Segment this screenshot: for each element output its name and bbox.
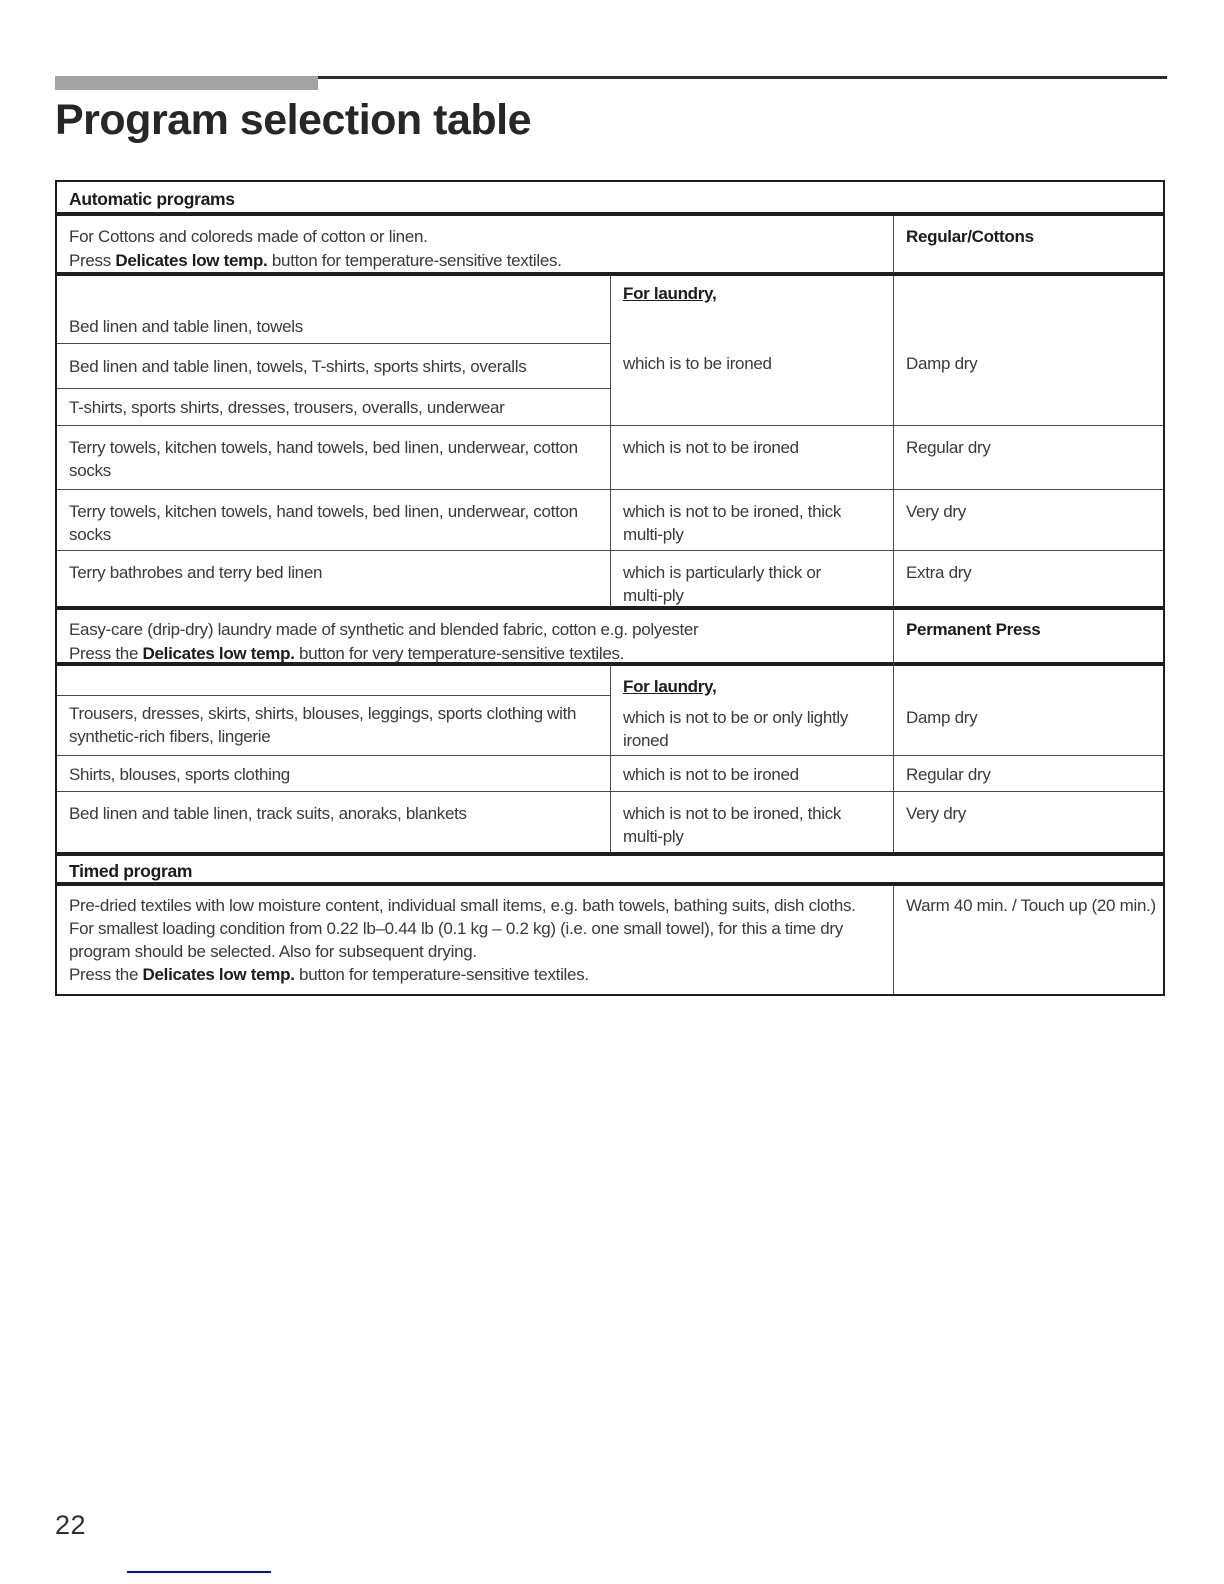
press-note-bold: Delicates low temp. — [115, 251, 268, 270]
press-note — [69, 642, 881, 666]
description-line: For Cottons and coloreds made of cotton or linen. — [69, 227, 428, 246]
condition-line: which is not to be ironed, thick — [623, 804, 842, 823]
description-line: program should be selected. Also for subsequent drying. — [69, 942, 477, 961]
page-title: Program selection table — [55, 96, 531, 144]
description-line: For smallest loading condition from 0.22 lb–0.44 lb (0.1 kg – 0.2 kg) (i.e. one small towel), for this a time dry — [69, 919, 843, 938]
condition-line: which is not to be ironed — [623, 438, 799, 457]
fabric-item-line: socks — [69, 461, 111, 480]
fabric-items-cell — [57, 666, 611, 755]
press-note — [69, 249, 881, 273]
regular-cottons-intro-row — [57, 216, 1163, 276]
program-name: Permanent Press — [906, 620, 1041, 639]
condition-line: which is not to be or only lightly — [623, 708, 849, 727]
fabric-item-line: Shirts, blouses, sports clothing — [69, 765, 290, 784]
condition-cell — [611, 490, 894, 550]
top-rule-accent-bar — [55, 76, 318, 90]
press-note-bold: Delicates low temp. — [142, 965, 295, 984]
permanent-press-intro-row — [57, 610, 1163, 666]
dryness-cell: Extra dry — [906, 563, 972, 582]
program-selection-table — [55, 180, 1165, 996]
dryness-cell: Very dry — [906, 502, 966, 521]
timed-program-description-cell — [57, 886, 894, 994]
fabric-item-line: Terry towels, kitchen towels, hand towels, bed linen, underwear, cotton — [69, 438, 578, 457]
fabric-item-text: Bed linen and table linen, towels — [69, 317, 303, 336]
fabric-items-cell — [57, 756, 611, 791]
condition-line: which is not to be ironed — [623, 765, 799, 784]
fabric-item — [57, 696, 610, 748]
fabric-item-line: Bed linen and table linen, track suits, anoraks, blankets — [69, 804, 467, 823]
table-row — [57, 551, 1163, 610]
condition-line: ironed — [623, 731, 669, 750]
press-note-prefix: Press the — [69, 965, 143, 984]
condition-line: which is not to be ironed, thick — [623, 502, 842, 521]
bottom-rule — [127, 1571, 271, 1573]
page-number: 22 — [55, 1510, 87, 1540]
press-note-prefix: Press the — [69, 644, 143, 663]
fabric-item-line: Terry bathrobes and terry bed linen — [69, 563, 323, 582]
press-note-suffix: button for very temperature-sensitive textiles. — [294, 644, 625, 663]
condition-text — [623, 706, 881, 752]
press-note-prefix: Press — [69, 251, 116, 270]
fabric-items-cell — [57, 490, 611, 550]
condition-cell — [611, 666, 894, 755]
automatic-programs-header: Automatic programs — [57, 182, 1163, 216]
fabric-item-line: socks — [69, 525, 111, 544]
fabric-item — [57, 276, 610, 344]
dryness-cell: Damp dry — [906, 354, 978, 373]
condition-line: which is particularly thick or — [623, 563, 821, 582]
fabric-item-line: Trousers, dresses, skirts, shirts, blouses, leggings, sports clothing with — [69, 704, 577, 723]
cottons-group-row — [57, 276, 1163, 426]
condition-cell — [611, 426, 894, 489]
for-laundry-label: For laundry, — [623, 677, 717, 696]
fabric-item-line: synthetic-rich fibers, lingerie — [69, 727, 271, 746]
table-row — [57, 756, 1163, 792]
permanent-group-row — [57, 666, 1163, 756]
timed-program-row — [57, 886, 1163, 994]
regular-cottons-description-cell — [57, 216, 894, 273]
fabric-item-text: T-shirts, sports shirts, dresses, trousers, overalls, underwear — [69, 397, 505, 417]
program-name: Regular/Cottons — [906, 227, 1034, 246]
dryness-cell: Damp dry — [906, 708, 978, 727]
program-name: Warm 40 min. / Touch up (20 min.) — [906, 896, 1156, 915]
press-note-suffix: button for temperature-sensitive textiles. — [294, 965, 589, 984]
condition-line: multi-ply — [623, 525, 684, 544]
permanent-press-description-cell — [57, 610, 894, 666]
condition-cell — [611, 756, 894, 791]
condition-line: multi-ply — [623, 827, 684, 846]
fabric-items-cell — [57, 551, 611, 607]
fabric-item — [57, 389, 610, 425]
fabric-items-cell — [57, 426, 611, 489]
condition-line: multi-ply — [623, 586, 684, 605]
condition-cell — [611, 551, 894, 607]
fabric-items-cell — [57, 276, 611, 425]
fabric-items-cell — [57, 792, 611, 852]
description-line: Pre-dried textiles with low moisture content, individual small items, e.g. bath towels, bathing suits, dish cloths. — [69, 896, 856, 915]
fabric-item-text: Bed linen and table linen, towels, T-shirts, sports shirts, overalls — [69, 356, 527, 376]
fabric-item — [57, 344, 610, 389]
table-row — [57, 792, 1163, 856]
dryness-cell: Regular dry — [906, 438, 991, 457]
dryness-cell: Very dry — [906, 804, 966, 823]
press-note — [69, 963, 881, 986]
for-laundry-label: For laundry, — [623, 284, 717, 303]
description-line: Easy-care (drip-dry) laundry made of synthetic and blended fabric, cotton e.g. polyester — [69, 620, 699, 639]
empty-subrow — [57, 666, 610, 696]
condition-cell — [611, 276, 894, 425]
press-note-suffix: button for temperature-sensitive textiles. — [267, 251, 562, 270]
fabric-item-line: Terry towels, kitchen towels, hand towels, bed linen, underwear, cotton — [69, 502, 578, 521]
table-row — [57, 426, 1163, 490]
condition-cell — [611, 792, 894, 852]
dryness-cell: Regular dry — [906, 765, 991, 784]
table-row — [57, 490, 1163, 551]
condition-text: which is to be ironed — [623, 354, 772, 373]
press-note-bold: Delicates low temp. — [142, 644, 295, 663]
timed-program-header: Timed program — [57, 856, 1163, 886]
